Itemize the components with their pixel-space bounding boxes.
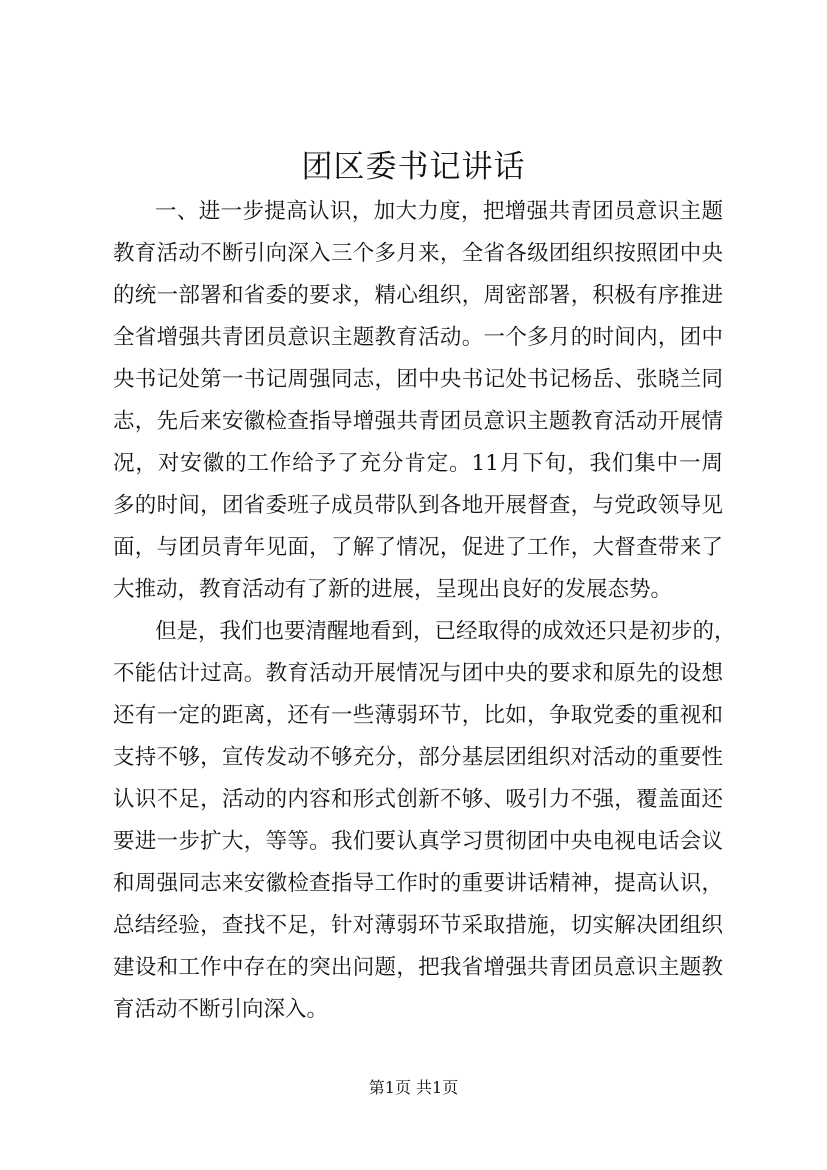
paragraph-1 xyxy=(113,191,723,611)
paragraph-2 xyxy=(113,611,736,1031)
paragraph-line: 一、进一步提高认识，加大力度，把增强共青团员意识主题 xyxy=(155,199,723,224)
paragraph-line: 面，与团员青年见面，了解了情况，促进了工作，大督查带来了 xyxy=(113,535,723,560)
document-body xyxy=(113,191,736,1031)
document-title: 团区委书记讲话 xyxy=(301,149,526,185)
paragraph-line: 全省增强共青团员意识主题教育活动。一个多月的时间内，团中 xyxy=(113,325,723,350)
paragraph-line: 教育活动不断引向深入三个多月来，全省各级团组织按照团中央 xyxy=(113,241,723,266)
paragraph-line: 大推动，教育活动有了新的进展，呈现出良好的发展态势。 xyxy=(113,577,673,602)
paragraph-line: 总结经验，查找不足，针对薄弱环节采取措施，切实解决团组织 xyxy=(113,913,723,938)
paragraph-line: 多的时间，团省委班子成员带队到各地开展督查，与党政领导见 xyxy=(113,493,723,518)
paragraph-line: 支持不够，宣传发动不够充分，部分基层团组织对活动的重要性 xyxy=(113,745,723,770)
paragraph-line: 育活动不断引向深入。 xyxy=(113,997,329,1022)
paragraph-line: 不能估计过高。教育活动开展情况与团中央的要求和原先的设想 xyxy=(113,661,723,686)
paragraph-line: 还有一定的距离，还有一些薄弱环节，比如，争取党委的重视和 xyxy=(113,703,723,728)
paragraph-line: 志，先后来安徽检查指导增强共青团员意识主题教育活动开展情 xyxy=(113,409,723,434)
page-footer: 第1页 共1页 xyxy=(368,1078,459,1097)
paragraph-line: 央书记处第一书记周强同志，团中央书记处书记杨岳、张晓兰同 xyxy=(113,367,723,392)
paragraph-line: 况，对安徽的工作给予了充分肯定。11月下旬，我们集中一周 xyxy=(113,451,723,476)
paragraph-line: 要进一步扩大，等等。我们要认真学习贯彻团中央电视电话会议 xyxy=(113,829,723,854)
paragraph-line: 的统一部署和省委的要求，精心组织，周密部署，积极有序推进 xyxy=(113,283,723,308)
paragraph-line: 和周强同志来安徽检查指导工作时的重要讲话精神，提高认识， xyxy=(113,871,723,896)
paragraph-line: 认识不足，活动的内容和形式创新不够、吸引力不强，覆盖面还 xyxy=(113,787,723,812)
paragraph-line: 建设和工作中存在的突出问题，把我省增强共青团员意识主题教 xyxy=(113,955,723,980)
paragraph-line: 但是，我们也要清醒地看到，已经取得的成效还只是初步的， xyxy=(155,619,736,644)
